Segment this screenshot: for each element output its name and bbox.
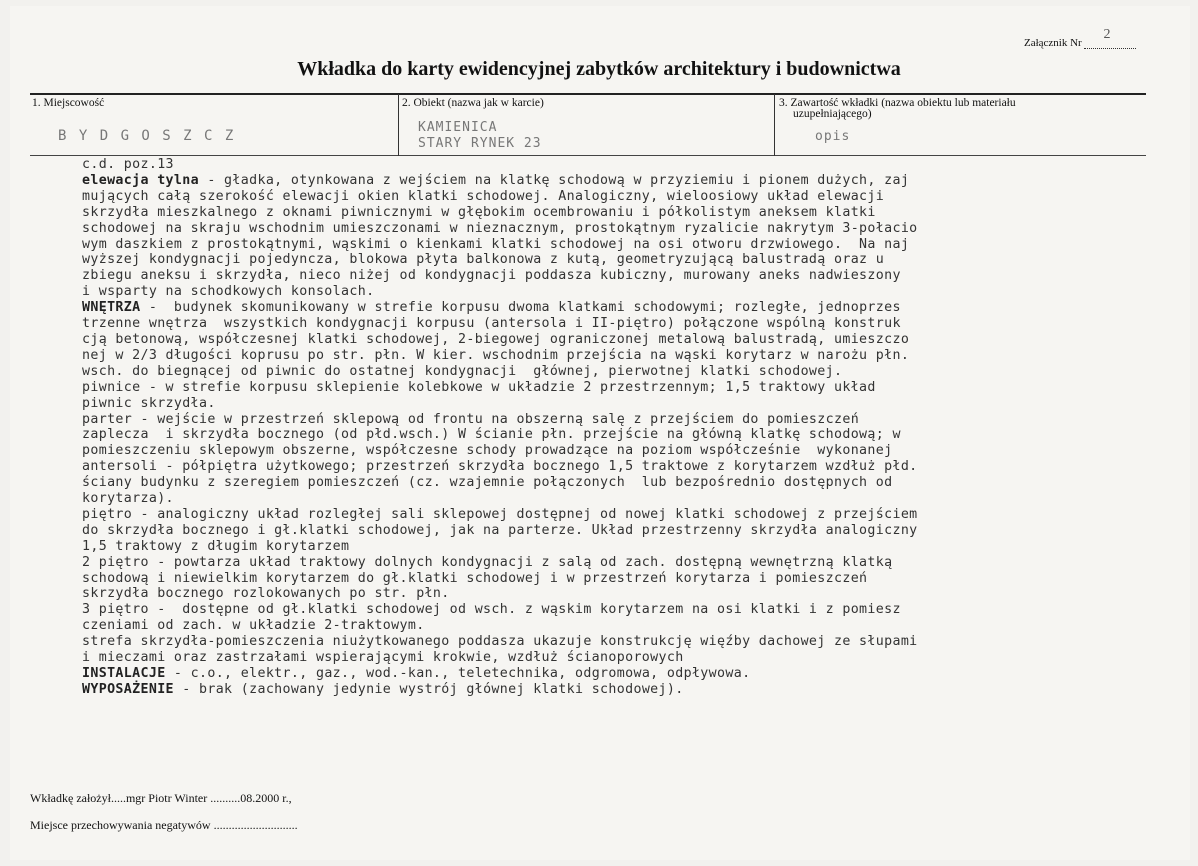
column-divider-2 bbox=[774, 94, 775, 156]
text-line: skrzydła bocznego rozlokowanych po str. płn. bbox=[82, 586, 450, 602]
annex-number bbox=[1024, 27, 1136, 49]
contents-label-line2: uzupełniającego) bbox=[793, 108, 872, 120]
text-line: antersoli - półpiętra użytkowego; przestrzeń skrzydła bocznego 1,5 traktowe z korytarzem wzdłuż płd. bbox=[82, 459, 918, 475]
description-text bbox=[82, 157, 1122, 698]
text-line: do skrzydła bocznego i gł.klatki schodowej, jak na parterze. Układ przestrzenny skrzydła analogiczny bbox=[82, 522, 918, 538]
text-line: strefa skrzydła-pomieszczenia niużytkowanego poddasza ukazuje konstrukcję więźby dachowej ze słupami bbox=[82, 634, 918, 650]
location-label: 1. Miejscowość bbox=[32, 97, 105, 109]
text-line: cją betonową, współczesnej klatki schodowej, 2-biegowej ograniczonej metalową balustradą, umieszczo bbox=[82, 331, 910, 347]
text-segment: - c.o., elektr., gaz., wod.-kan., teletechnika, odgromowa, odpływowa. bbox=[165, 666, 751, 681]
header-bottom-rule bbox=[30, 155, 1146, 156]
text-segment: - brak (zachowany jedynie wystrój głównej klatki schodowej). bbox=[173, 681, 684, 697]
text-line: korytarza). bbox=[82, 491, 174, 507]
page-title: Wkładka do karty ewidencyjnej zabytków architektury i budownictwa bbox=[297, 58, 901, 80]
text-line: schodową i niewielkim korytarzem do gł.klatki schodowej i w przestrzeń korytarza i pomieszczeń bbox=[82, 570, 868, 586]
object-label: 2. Obiekt (nazwa jak w karcie) bbox=[402, 97, 544, 109]
text-line bbox=[82, 300, 1122, 316]
text-segment: - gładka, otynkowana z wejściem na klatkę schodową w przyziemiu i pionem dużych, zaj bbox=[198, 172, 910, 188]
text-line: nej w 2/3 długości koprusu po str. płn. W kier. wschodnim przejścia na wąski korytarz w narożu płn. bbox=[82, 347, 910, 363]
contents-value: opis bbox=[815, 129, 851, 144]
column-divider-1 bbox=[398, 94, 399, 156]
annex-dots bbox=[1084, 27, 1136, 49]
text-line: c.d. poz.13 bbox=[82, 157, 174, 172]
text-line: i wsparty na schodkowych konsolach. bbox=[82, 284, 375, 300]
text-line: i mieczami oraz zastrzałami wspierającymi krokwie, wzdłuż ścianoporowych bbox=[82, 650, 684, 666]
text-line bbox=[82, 173, 1122, 189]
section-heading: INSTALACJE bbox=[82, 666, 166, 681]
text-line: 2 piętro - powtarza układ traktowy dolnych kondygnacji z salą od zach. dostępną wewnętrzną klatką bbox=[82, 554, 893, 570]
text-line: ściany budynku z szeregiem pomieszczeń (cz. wzajemnie połączonych lub bezpośrednio dostępnych od bbox=[82, 475, 893, 491]
text-line: parter - wejście w przestrzeń sklepową od frontu na obszerną salę z przejściem do pomieszczeń bbox=[82, 411, 860, 427]
location-value: B Y D G O S Z C Z bbox=[58, 128, 236, 144]
text-line bbox=[82, 666, 1122, 682]
text-segment: - budynek skomunikowany w strefie korpusu dwoma klatkami schodowymi; rozległe, jednoprzes bbox=[140, 300, 901, 316]
text-line: pomieszczeniu sklepowym obszerne, współczesne schody prowadzące na poziom współcześnie wykonanej bbox=[82, 443, 893, 459]
text-line: schodowej na skraju wschodnim umieszczonami w nieznacznym, prostokątnym ryzalicie nakrytym 3-połacio bbox=[82, 220, 918, 236]
object-value-line1: KAMIENICA bbox=[418, 120, 498, 135]
section-heading: WYPOSAŻENIE bbox=[82, 681, 174, 697]
text-line: wsch. do biegnącej od piwnic do ostatnej kondygnacji głównej, pierwotnej klatki schodowej. bbox=[82, 363, 843, 379]
text-line: piwnice - w strefie korpusu sklepienie kolebkowe w układzie 2 przestrzennym; 1,5 traktowy układ bbox=[82, 379, 876, 395]
section-heading: elewacja tylna bbox=[82, 172, 199, 188]
contents-label-line1: 3. Zawartość wkładki (nazwa obiektu lub materiału bbox=[779, 97, 1016, 109]
text-line: mujących całą szerokość elewacji okien klatki schodowej. Analogiczny, wieloosiowy układ elewacji bbox=[82, 188, 885, 204]
footer-author: Wkładkę założył.....mgr Piotr Winter ..........08.2000 r., bbox=[30, 791, 292, 805]
footer-negatives: Miejsce przechowywania negatywów ............................ bbox=[30, 818, 298, 832]
annex-label: Załącznik Nr bbox=[1024, 37, 1082, 49]
section-heading: WNĘTRZA bbox=[82, 300, 141, 316]
annex-value: 2 bbox=[1103, 27, 1111, 42]
text-line: 3 piętro - dostępne od gł.klatki schodowej od wsch. z wąskim korytarzem na osi klatki i z pomiesz bbox=[82, 602, 901, 618]
text-line bbox=[82, 682, 1122, 698]
text-line: skrzydła mieszkalnego z oknami piwnicznymi w głębokim ocembrowaniu i półkolistym aneksem klatki bbox=[82, 204, 876, 220]
text-line: 1,5 traktowy z długim korytarzem bbox=[82, 538, 350, 554]
text-line: piętro - analogiczny układ rozległej sali sklepowej dostępnej od nowej klatki schodowej z przejściem bbox=[82, 506, 918, 522]
header-top-rule bbox=[30, 93, 1146, 95]
text-line: wym daszkiem z prostokątnymi, wąskimi o kienkami klatki schodowej na osi otworu drzwiowego. Na naj bbox=[82, 236, 910, 252]
object-value-line2: STARY RYNEK 23 bbox=[418, 136, 542, 151]
text-line: zaplecza i skrzydła bocznego (od płd.wsch.) W ścianie płn. przejście na główną klatkę schodową; w bbox=[82, 427, 901, 443]
text-line: trzenne wnętrza wszystkich kondygnacji korpusu (antersola i II-piętro) połączone wspólną konstruk bbox=[82, 316, 901, 332]
text-line: czeniami od zach. w układzie 2-traktowym. bbox=[82, 618, 425, 634]
text-line: piwnic skrzydła. bbox=[82, 395, 216, 411]
text-line: wyższej kondygnacji pojedyncza, blokowa płyta balkonowa z kutą, geometryzującą balustradą oraz u bbox=[82, 252, 885, 268]
text-line: zbiegu aneksu i skrzydła, nieco niżej od kondygnacji poddasza kubiczny, murowany aneks nadwieszony bbox=[82, 268, 901, 284]
